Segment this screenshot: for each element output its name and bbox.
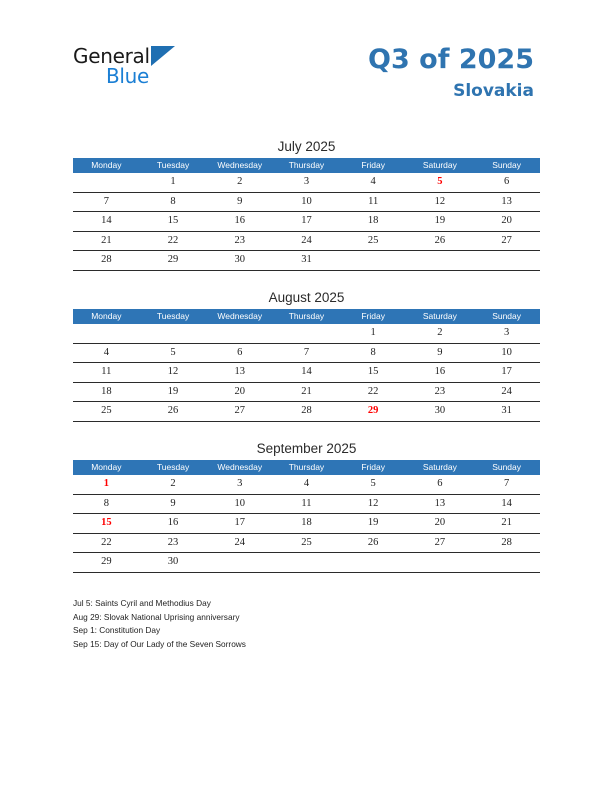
day-cell[interactable]: 18 [273,514,340,534]
day-cell[interactable]: 3 [473,324,540,343]
day-cell-empty [206,324,273,343]
day-cell[interactable]: 26 [140,402,207,422]
day-cell[interactable]: 14 [73,212,140,232]
day-cell[interactable]: 18 [73,382,140,402]
day-cell[interactable]: 20 [407,514,474,534]
day-cell[interactable]: 9 [140,494,207,514]
day-cell[interactable]: 24 [206,533,273,553]
day-cell[interactable]: 17 [206,514,273,534]
day-cell[interactable]: 4 [73,343,140,363]
day-cell[interactable]: 30 [407,402,474,422]
day-cell[interactable]: 19 [140,382,207,402]
weekday-header-thursday: Thursday [273,158,340,173]
week-row [73,382,540,402]
day-cell[interactable]: 29 [140,251,207,271]
country-subtitle: Slovakia [453,81,534,101]
title-block [368,44,534,103]
day-cell[interactable]: 20 [206,382,273,402]
day-cell[interactable]: 10 [206,494,273,514]
weekday-header-wednesday: Wednesday [206,158,273,173]
weekday-header-wednesday: Wednesday [206,309,273,324]
month-title: July 2025 [277,139,336,154]
week-row [73,173,540,192]
day-cell[interactable]: 20 [473,212,540,232]
day-cell-holiday[interactable]: 29 [340,402,407,422]
day-cell[interactable]: 11 [273,494,340,514]
day-cell[interactable]: 10 [273,192,340,212]
day-cell[interactable]: 4 [273,475,340,494]
weekday-header-friday: Friday [340,309,407,324]
day-cell[interactable]: 9 [407,343,474,363]
week-row [73,212,540,232]
day-cell[interactable]: 23 [140,533,207,553]
day-cell[interactable]: 6 [206,343,273,363]
day-cell-holiday[interactable]: 1 [73,475,140,494]
day-cell[interactable]: 14 [473,494,540,514]
day-cell[interactable]: 13 [473,192,540,212]
week-row [73,553,540,573]
week-row [73,475,540,494]
day-cell[interactable]: 30 [140,553,207,573]
day-cell[interactable]: 16 [407,363,474,383]
calendar-table [73,309,540,422]
day-cell[interactable]: 11 [340,192,407,212]
day-cell[interactable]: 21 [473,514,540,534]
day-cell[interactable]: 24 [273,231,340,251]
month-block [73,438,540,573]
week-row [73,363,540,383]
general-blue-logo [73,44,253,92]
day-cell[interactable]: 18 [340,212,407,232]
day-cell[interactable]: 12 [340,494,407,514]
day-cell[interactable]: 28 [273,402,340,422]
logo-text-general: General [73,44,150,68]
day-cell[interactable]: 11 [73,363,140,383]
week-row [73,514,540,534]
day-cell[interactable]: 31 [473,402,540,422]
day-cell-empty [140,324,207,343]
day-cell[interactable]: 1 [140,173,207,192]
day-cell[interactable]: 19 [340,514,407,534]
day-cell[interactable]: 28 [73,251,140,271]
day-cell[interactable]: 16 [206,212,273,232]
week-row [73,192,540,212]
day-cell-empty [273,324,340,343]
week-row [73,533,540,553]
day-cell[interactable]: 12 [140,363,207,383]
weekday-header-row [73,460,540,475]
weekday-header-row [73,309,540,324]
day-cell[interactable]: 27 [473,231,540,251]
holiday-list-item: Aug 29: Slovak National Uprising anniversary [73,611,240,622]
weekday-header-tuesday: Tuesday [140,158,207,173]
weekday-header-tuesday: Tuesday [140,460,207,475]
weekday-header-row [73,158,540,173]
weekday-header-friday: Friday [340,158,407,173]
day-cell-empty [73,173,140,192]
holiday-list [73,597,533,651]
day-cell-holiday[interactable]: 5 [407,173,474,192]
day-cell[interactable]: 13 [206,363,273,383]
day-cell[interactable]: 7 [273,343,340,363]
day-cell[interactable]: 5 [340,475,407,494]
calendar-table [73,158,540,271]
day-cell[interactable]: 26 [407,231,474,251]
day-cell[interactable]: 21 [273,382,340,402]
day-cell[interactable]: 23 [407,382,474,402]
triangle-icon [151,46,175,66]
day-cell[interactable]: 2 [407,324,474,343]
day-cell[interactable]: 1 [340,324,407,343]
week-row [73,251,540,271]
day-cell[interactable]: 27 [206,402,273,422]
day-cell[interactable]: 13 [407,494,474,514]
day-cell-empty [473,251,540,271]
day-cell[interactable]: 28 [473,533,540,553]
day-cell[interactable]: 19 [407,212,474,232]
weekday-header-monday: Monday [73,460,140,475]
month-title: September 2025 [256,441,357,456]
day-cell-holiday[interactable]: 15 [73,514,140,534]
day-cell[interactable]: 6 [407,475,474,494]
day-cell[interactable]: 9 [206,192,273,212]
day-cell[interactable]: 6 [473,173,540,192]
day-cell[interactable]: 4 [340,173,407,192]
weekday-header-sunday: Sunday [473,158,540,173]
day-cell[interactable]: 26 [340,533,407,553]
page-header [0,0,612,120]
page-title: Q3 of 2025 [368,44,534,75]
holiday-list-item: Jul 5: Saints Cyril and Methodius Day [73,598,211,608]
day-cell[interactable]: 30 [206,251,273,271]
weekday-header-saturday: Saturday [407,309,474,324]
day-cell[interactable]: 22 [140,231,207,251]
weekday-header-thursday: Thursday [273,460,340,475]
week-row [73,324,540,343]
holiday-list-item: Sep 1: Constitution Day [73,625,161,635]
weekday-header-wednesday: Wednesday [206,460,273,475]
day-cell[interactable]: 15 [340,363,407,383]
weekday-header-saturday: Saturday [407,158,474,173]
day-cell-empty [340,553,407,573]
weekday-header-sunday: Sunday [473,460,540,475]
month-block [73,287,540,422]
day-cell[interactable]: 5 [140,343,207,363]
day-cell[interactable]: 31 [273,251,340,271]
weekday-header-monday: Monday [73,158,140,173]
day-cell[interactable]: 3 [206,475,273,494]
week-row [73,343,540,363]
day-cell[interactable]: 27 [407,533,474,553]
weekday-header-friday: Friday [340,460,407,475]
day-cell-empty [407,251,474,271]
holiday-list-item: Sep 15: Day of Our Lady of the Seven Sorrows [73,638,246,649]
day-cell[interactable]: 2 [140,475,207,494]
weekday-header-thursday: Thursday [273,309,340,324]
day-cell[interactable]: 24 [473,382,540,402]
day-cell[interactable]: 8 [340,343,407,363]
day-cell-empty [473,553,540,573]
weekday-header-sunday: Sunday [473,309,540,324]
day-cell[interactable]: 23 [206,231,273,251]
day-cell[interactable]: 17 [273,212,340,232]
weekday-header-saturday: Saturday [407,460,474,475]
weekday-header-monday: Monday [73,309,140,324]
day-cell[interactable]: 2 [206,173,273,192]
day-cell-empty [407,553,474,573]
day-cell-empty [206,553,273,573]
month-title: August 2025 [268,290,345,305]
day-cell[interactable]: 12 [407,192,474,212]
day-cell[interactable]: 29 [73,553,140,573]
day-cell[interactable]: 8 [140,192,207,212]
calendar-table [73,460,540,573]
day-cell[interactable]: 25 [273,533,340,553]
day-cell[interactable]: 16 [140,514,207,534]
day-cell-empty [273,553,340,573]
day-cell[interactable]: 17 [473,363,540,383]
day-cell[interactable]: 7 [473,475,540,494]
day-cell[interactable]: 15 [140,212,207,232]
day-cell[interactable]: 21 [73,231,140,251]
day-cell[interactable]: 7 [73,192,140,212]
day-cell[interactable]: 8 [73,494,140,514]
logo-text-blue: Blue [106,64,150,88]
day-cell[interactable]: 22 [73,533,140,553]
weekday-header-tuesday: Tuesday [140,309,207,324]
week-row [73,231,540,251]
day-cell[interactable]: 3 [273,173,340,192]
day-cell[interactable]: 14 [273,363,340,383]
day-cell-empty [73,324,140,343]
day-cell[interactable]: 25 [340,231,407,251]
day-cell[interactable]: 25 [73,402,140,422]
week-row [73,402,540,422]
day-cell[interactable]: 10 [473,343,540,363]
day-cell-empty [340,251,407,271]
day-cell[interactable]: 22 [340,382,407,402]
week-row [73,494,540,514]
month-block [73,136,540,271]
